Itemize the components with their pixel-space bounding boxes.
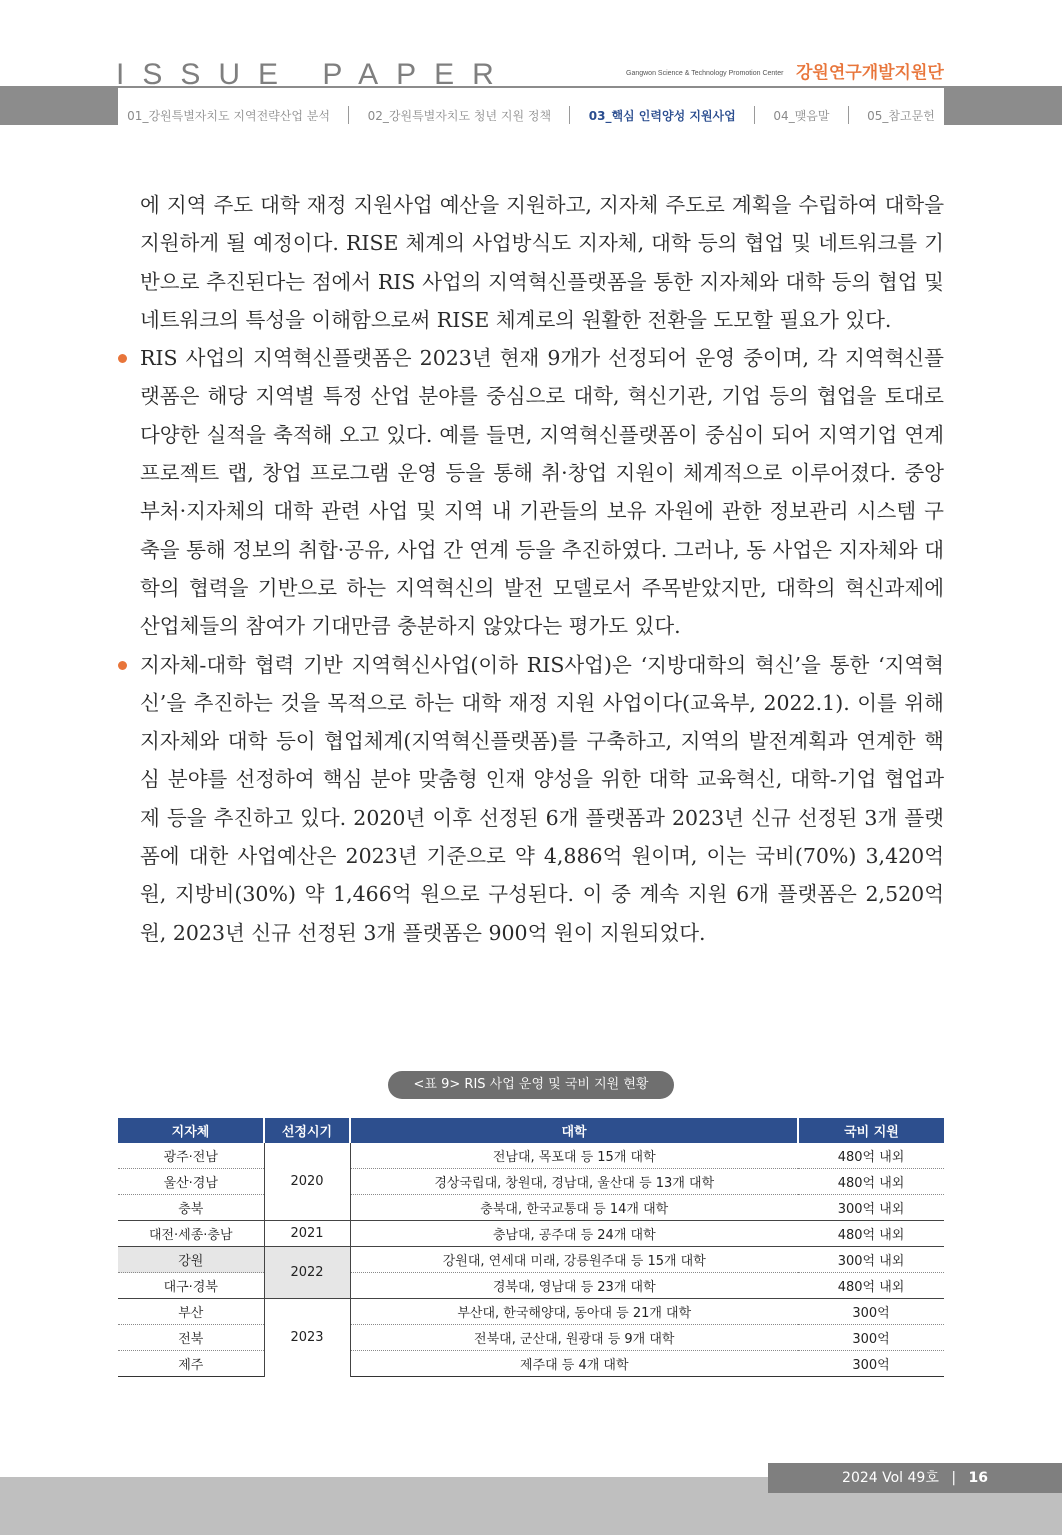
funding-cell: 300억 내외 xyxy=(798,1247,944,1273)
year-cell: 2023 xyxy=(264,1299,350,1377)
bullet-text: 지자체-대학 협력 기반 지역혁신사업(이하 RIS사업)은 ‘지방대학의 혁신’을 통한 ‘지역혁신’을 추진하는 것을 목적으로 하는 대학 재정 지원 사업이다(교육부, 2022.1). 이를 위해 지자체와 대학 등이 협업체계(지역혁신플랫폼)를 구축하고, 지역의 발전계획과 연계한 핵심 분야를 선정하여 핵심 분야 맞춤형 인재 양성을 위한 대학 교육혁신, 대학-기업 협업과제 등을 추진하고 있다. 2020년 이후 선정된 6개 플랫폼과 2023년 신규 선정된 3개 플랫폼에 대한 사업예산은 2023년 기준으로 약 4,886억 원이며, 이는 국비(70%) 3,420억 원, 지방비(30%) 약 1,466억 원으로 구성된다. 이 중 계속 지원 6개 플랫폼은 2,520억 원, 2023년 신규 선정된 3개 플랫폼은 900억 원이 지원되었다. xyxy=(140,652,944,945)
funding-cell: 480억 내외 xyxy=(798,1273,944,1299)
university-cell: 경상국립대, 창원대, 경남대, 울산대 등 13개 대학 xyxy=(350,1169,798,1195)
bullet-dot-icon xyxy=(118,661,127,670)
region-cell: 광주·전남 xyxy=(163,1150,218,1165)
university-cell: 전남대, 목포대 등 15개 대학 xyxy=(492,1150,656,1165)
nav-item-section-05[interactable]: 05_참고문헌 xyxy=(867,108,935,123)
region-cell: 울산·경남 xyxy=(118,1169,264,1195)
funding-cell: 480억 내외 xyxy=(798,1169,944,1195)
table-row xyxy=(118,1143,944,1169)
region-cell: 충북 xyxy=(118,1195,264,1221)
university-cell: 강원대, 연세대 미래, 강릉원주대 등 15개 대학 xyxy=(350,1247,798,1273)
region-cell: 강원 xyxy=(118,1247,264,1273)
nav-item-section-01[interactable]: 01_강원특별자치도 지역전략산업 분석 xyxy=(127,108,330,123)
nav-item-section-02[interactable]: 02_강원특별자치도 청년 지원 정책 xyxy=(367,108,552,123)
funding-cell: 300억 xyxy=(798,1325,944,1351)
page-number: 16 xyxy=(968,1470,988,1486)
section-nav xyxy=(118,100,944,130)
table-row xyxy=(118,1299,944,1325)
table-header-cell: 대학 xyxy=(350,1118,798,1143)
nav-separator xyxy=(754,106,755,124)
university-cell: 충북대, 한국교통대 등 14개 대학 xyxy=(350,1195,798,1221)
table-row xyxy=(118,1195,944,1221)
header-bar-left xyxy=(0,86,118,125)
region-cell: 부산 xyxy=(118,1299,264,1325)
table-row xyxy=(118,1325,944,1351)
university-cell: 부산대, 한국해양대, 동아대 등 21개 대학 xyxy=(350,1299,798,1325)
nav-item-section-03[interactable]: 03_핵심 인력양성 지원사업 xyxy=(588,108,736,123)
table-row xyxy=(118,1221,944,1247)
region-cell: 대전·세종·충남 xyxy=(118,1221,264,1247)
year-cell: 2021 xyxy=(264,1221,350,1247)
nav-separator xyxy=(569,106,570,124)
nav-separator xyxy=(348,106,349,124)
bullet-paragraph xyxy=(140,339,944,645)
paragraph-continued: 에 지역 주도 대학 재정 지원사업 예산을 지원하고, 지자체 주도로 계획을 수립하여 대학을 지원하게 될 예정이다. RISE 체계의 사업방식도 지자체, 대학 등의 협업 및 네트워크를 기반으로 추진된다는 점에서 RIS 사업의 지역혁신플랫폼을 통한 지자체와 대학 등의 협업 및 네트워크의 특성을 이해함으로써 RISE 체계로의 원활한 전환을 도모할 필요가 있다. xyxy=(140,193,944,332)
bullet-paragraph xyxy=(140,646,944,952)
funding-cell: 300억 내외 xyxy=(798,1195,944,1221)
funding-cell: 300억 xyxy=(798,1351,944,1377)
funding-cell: 480억 내외 xyxy=(837,1150,905,1165)
region-cell: 대구·경북 xyxy=(118,1273,264,1299)
year-cell: 2020 xyxy=(264,1143,350,1221)
body-text xyxy=(140,186,944,952)
table-row xyxy=(118,1169,944,1195)
ris-support-table xyxy=(118,1118,944,1377)
table-row xyxy=(118,1351,944,1377)
table-header-cell: 지자체 xyxy=(118,1118,264,1143)
funding-cell: 480억 내외 xyxy=(798,1221,944,1247)
year-cell: 2022 xyxy=(264,1247,350,1299)
table-caption: <표 9> RIS 사업 운영 및 국비 지원 현황 xyxy=(388,1071,675,1099)
nav-separator xyxy=(848,106,849,124)
bullet-text: RIS 사업의 지역혁신플랫폼은 2023년 현재 9개가 선정되어 운영 중이며, 각 지역혁신플랫폼은 해당 지역별 특정 산업 분야를 중심으로 대학, 혁신기관, 기업 등의 협업을 토대로 다양한 실적을 축적해 오고 있다. 예를 들면, 지역혁신플랫폼이 중심이 되어 지역기업 연계 프로젝트 랩, 창업 프로그램 운영 등을 통해 취·창업 지원이 체계적으로 이루어졌다. 중앙부처·지자체의 대학 관련 사업 및 지역 내 기관들의 보유 자원에 관한 정보관리 시스템 구축을 통해 정보의 취합·공유, 사업 간 연계 등을 추진하였다. 그러나, 동 사업은 지자체와 대학의 협력을 기반으로 하는 지역혁신의 발전 모델로서 주목받았지만, 대학의 혁신과제에 산업체들의 참여가 기대만큼 충분하지 않았다는 평가도 있다. xyxy=(140,346,944,639)
footer-issue-info xyxy=(768,1463,1062,1493)
table-header-cell: 선정시기 xyxy=(264,1118,350,1143)
publication-brand: ISSUE PAPER xyxy=(116,58,512,91)
table-row-highlighted xyxy=(118,1247,944,1273)
table-header-row xyxy=(118,1118,944,1143)
university-cell: 충남대, 공주대 등 24개 대학 xyxy=(350,1221,798,1247)
header-bar-right xyxy=(944,86,1062,125)
region-cell: 전북 xyxy=(118,1325,264,1351)
table-header-cell: 국비 지원 xyxy=(798,1118,944,1143)
table-caption-wrap xyxy=(0,1071,1062,1099)
funding-cell: 300억 xyxy=(798,1299,944,1325)
issue-label: 2024 Vol 49호 xyxy=(842,1470,939,1486)
footer-separator: | xyxy=(951,1470,957,1486)
university-cell: 경북대, 영남대 등 23개 대학 xyxy=(350,1273,798,1299)
nav-item-section-04[interactable]: 04_맺음말 xyxy=(773,108,830,123)
center-name-kr: 강원연구개발지원단 xyxy=(796,63,944,83)
university-cell: 제주대 등 4개 대학 xyxy=(350,1351,798,1377)
region-cell: 제주 xyxy=(118,1351,264,1377)
center-name-en: Gangwon Science & Technology Promotion Center xyxy=(626,70,784,77)
bullet-dot-icon xyxy=(118,354,127,363)
university-cell: 전북대, 군산대, 원광대 등 9개 대학 xyxy=(350,1325,798,1351)
table-row xyxy=(118,1273,944,1299)
